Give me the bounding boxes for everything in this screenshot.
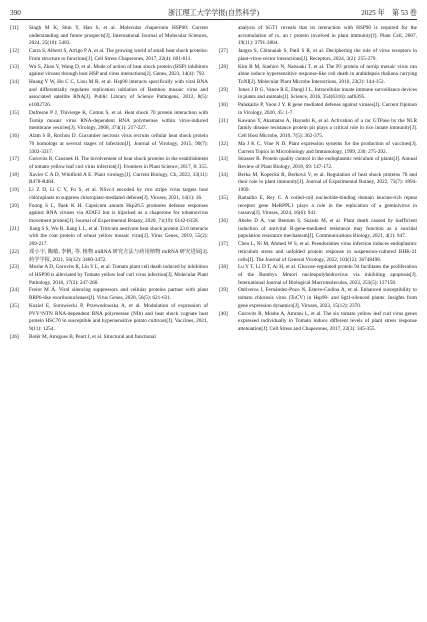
reference-entry: [219, 102, 417, 117]
running-header: [10, 6, 417, 20]
reference-text: Dufresne P J, Thivierge K, Cotton S, et al. Heat shock 70 protein interaction with Turnip mosaic virus RNA-dependent RNA polymerase within virus-induced membrane vesicles[J]. Virology, 2008, 374(1): 217-227.: [29, 109, 208, 132]
reference-number: [17]: [10, 156, 19, 163]
reference-number: [39]: [219, 287, 228, 294]
reference-entry: [219, 218, 417, 241]
reference-number: [24]: [10, 287, 19, 294]
reference-text: Jangra S, Chinnaiah S, Patil S R, et al. Deciphering the role of virus receptors in plant-virus-vector interactions[J]. Receptors, 2024, 3(2): 255-279.: [238, 48, 417, 62]
reference-number: [21]: [10, 225, 19, 232]
reference-text: Abebe D A, van Bentum S, Suzuki M, et al. Plant death caused by inefficient induction of antiviral R-gene-mediated resistance may function as a suicidal population resistance mechanism[J]. Communications Biology, 2021, 4(1): 947.: [238, 217, 417, 240]
reference-number: [12]: [10, 48, 19, 55]
reference-entry: [10, 79, 208, 110]
reference-number: [29]: [219, 86, 228, 93]
page-number: 390: [10, 9, 21, 17]
reference-text: analysis of SGT1 reveals that its interaction with HSP90 is required for the accumulation of rx, an r protein involved in plant immunity[J]. Plant Cell, 2007, 19(11): 3791-3804.: [238, 25, 417, 47]
reference-text: Chen L, Ni M, Ahmed W S, et al. Pseudorabies virus infection induces endoplasmic reticulum stress and unfolded protein response in suspension-cultured BHK-21 cells[J]. The Journal of General Virology, 2022, 103(12): 36748498.: [238, 241, 417, 263]
reference-text: Strasser R. Protein quality control in the endoplasmic reticulum of plants[J]. Annual Review of Plant Biology, 2018, 69: 147-172.: [238, 156, 417, 170]
reference-number: [30]: [219, 102, 228, 109]
reference-number: [32]: [219, 140, 228, 147]
reference-entry: [10, 172, 208, 187]
reference-entry: [10, 264, 208, 287]
reference-entry: [219, 87, 417, 102]
reference-text: Jones J D G, Vance R E, Dangl J L. Intracellular innate immune surveillance devices in plants and animals[J]. Science, 2016, 354(6316): aaf6395.: [238, 86, 417, 101]
reference-number: [36]: [219, 217, 228, 224]
reference-text: Ramalho E, Rey C. A coiled-coil nucleotide-binding domain leucine-rich repeat receptor gene MeRPPL1 plays a role in the replication of a geminivirus in cassava[J]. Viruses, 2024, 16(6): 941.: [238, 194, 417, 217]
reference-entry: [10, 249, 208, 264]
reference-entry: [10, 133, 208, 156]
reference-text: Alam S B, Rochon D. Cucumber necrosis virus recruits cellular heat shock protein 70 homologs at several stages of infection[J]. Journal of Virology, 2015, 90(7): 3302-3317.: [29, 133, 208, 155]
reference-number: [33]: [219, 156, 228, 163]
reference-text: Palukaitis P, Yoon J Y. R gene mediated defense against viruses[J]. Current Opinion in Virology, 2020, 45: 1-7.: [238, 102, 417, 116]
reference-number: [31]: [219, 117, 228, 124]
right-column: [219, 25, 417, 618]
reference-text: Xavier C A D, Whitfield A E. Plant virology[J]. Current Biology, Cb, 2023, 33(11): R478-R484.: [29, 171, 208, 186]
reference-entry: [219, 195, 417, 218]
reference-entry: [10, 226, 208, 249]
reference-number: [20]: [10, 202, 19, 209]
reference-entry: [10, 110, 208, 133]
reference-entry: [10, 156, 208, 171]
reference-entry: [10, 203, 208, 226]
reference-text: Freire M Á. Viral silencing suppressors and cellular proteins partner with plant RRP6-like exoribonucleases[J]. Virus Genes, 2020, 56(5): 621-631.: [29, 287, 208, 302]
reference-number: [34]: [219, 171, 228, 178]
reference-text: Botër M, Amigues B, Peart J, et al. Structural and functional: [29, 333, 156, 340]
reference-entry: [10, 303, 208, 334]
reference-entry: [219, 48, 417, 63]
reference-number: [38]: [219, 264, 228, 271]
reference-number: [13]: [10, 63, 19, 70]
reference-number: [28]: [219, 63, 228, 70]
reference-number: [35]: [219, 194, 228, 201]
reference-text: Wu S, Zhao Y, Wang D, et al. Mode of action of heat shock protein (HSP) inhibitors against viruses through host HSP and virus interactions[J]. Genes, 2023, 14(4): 792.: [29, 63, 208, 78]
reference-entry: [219, 118, 417, 141]
reference-entry: [219, 25, 417, 48]
reference-text: Ma J K C, Vine N D. Plant expression systems for the production of vaccines[J]. Current Topics in Microbiology and Immunology, 1999, 236: 275-292.: [238, 140, 417, 155]
left-column: [10, 25, 208, 618]
volume-info: 2025 年 第 53 卷: [361, 9, 417, 17]
reference-number: [27]: [219, 48, 228, 55]
reference-number: [19]: [10, 187, 19, 194]
reference-text: Li Z D, Li C Y, Fu S, et al. NSvc4 encoded by rice stripe virus targets host chloroplasts to suppress chloroplast-mediated defense[J]. Viruses, 2021, 14(1): 36.: [29, 187, 208, 201]
reference-entry: [10, 25, 208, 48]
reference-text: Kim B M, Suehiro N, Natsuaki T, et al. The P3 protein of turnip mosaic virus can alone induce hypersensitive response-like cell death in arabidopsis thaliana carrying TuNI[J]. Molecular Plant Microbe Interactions, 2010, 23(2): 144-152.: [238, 63, 417, 86]
reference-number: [14]: [10, 79, 19, 86]
reference-entry: [219, 64, 417, 87]
reference-entry: [219, 156, 417, 171]
reference-text: Foong S L, Paek K H. Capsicum annum Hsp26.5 promotes defense responses against RNA viruses via ATAF2 but is hijacked as a chaperone for tobamovirus movement protein[J]. Journal of Experimental Botany, 2020, 71(19): 6142-6158.: [29, 202, 208, 224]
reference-number: [15]: [10, 109, 19, 116]
reference-entry: [10, 187, 208, 202]
header-rule: [10, 19, 417, 20]
reference-number: [40]: [219, 310, 228, 317]
reference-entry: [10, 64, 208, 79]
reference-number: [25]: [10, 302, 19, 309]
reference-number: [37]: [219, 241, 228, 248]
reference-text: Huang Y W, Hu C C, Liou M R, et al. Hsp90 interacts specifically with viral RNA and differentially regulates replication initiation of Bamboo mosaic virus and associated satellite RNA[J]. Public Library of Science Pathogens, 2012, 8(5): e1002726.: [29, 79, 208, 109]
reference-entry: [10, 287, 208, 302]
reference-entry: [219, 241, 417, 264]
reference-text: 邓小宇, 陶敏, 李帆, 等. 植物 miRNA 研究方法与药用植物 miRNA 研究进展[J]. 药学学报, 2021, 56(12): 3460-3472.: [29, 248, 208, 263]
journal-title: 浙江理工大学学报(自然科学): [167, 9, 260, 17]
reference-entry: [10, 48, 208, 63]
reference-entry: [219, 287, 417, 310]
reference-text: Lu Y T, Li D T, Ai H, et al. Glucose-regulated protein 94 facilitates the proliferation of the Bombyx Mmori nucleopolyhedrovirus via inhibiting apoptosis[J]. International Journal of Biological Macromolecules, 2023, 253(5): 127158.: [238, 264, 417, 286]
reference-entry: [219, 141, 417, 156]
reference-number: [22]: [10, 248, 19, 255]
reference-text: Berka M, Kopecká R, Berková V, et al. Regulation of heat shock proteins 70 and their role in plant immunity[J]. Journal of Experimental Botany, 2022, 73(7): 1894-1909.: [238, 171, 417, 194]
reference-text: Gorovits R, Czosnek H. The involvement of heat shock proteins in the establishment of tomato yellow leaf curl virus infection[J]. Frontiers in Plant Science, 2017, 8: 355.: [29, 156, 208, 170]
reference-text: Moshe A D, Gorovits R, Liu Y L, et al. Tomato plant cell death induced by inhibition of HSP90 is alleviated by Tomato yellow leaf curl virus infection[J]. Molecular Plant Pathology, 2016, 17(2): 247-260.: [29, 264, 208, 286]
reference-text: Gorovits R, Moshe A, Amrani L, et al. The six tomato yellow leaf curl virus genes expressed individually in Tomato induce different levels of plant stress response attenuation[J]. Cell Stress and Chaperones, 2017, 22(3): 345-355.: [238, 310, 417, 333]
reference-number: [23]: [10, 264, 19, 271]
reference-number: [26]: [10, 333, 19, 340]
reference-entry: [219, 172, 417, 195]
reference-text: Kawano Y, Akamatsu A, Hayashi K, et al. Activation of a rac GTPase by the NLR family disease resistance protein pit plays a critical role in rice innate immunity[J]. Cell Host Microbe, 2010, 7(5): 362-375.: [238, 117, 417, 140]
reference-columns: [10, 25, 417, 618]
reference-text: Jiang S S, Wu B, Jiang L L, et al. Triticum aestivum heat shock protein 23.6 interacts with the coat protein of wheat yellow mosaic virus[J]. Virus Genes, 2019, 55(2): 209-217.: [29, 225, 208, 248]
reference-number: [16]: [10, 133, 19, 140]
reference-text: Ontiveros I, Fernández-Pozo N, Esteve-Codina A, et al. Enhanced susceptibility to tomato chlorosis virus (ToCV) in Hsp90- and Sgt1-silenced plants: Insights from gene expression dynamics[J]. Viruses, 2023, 15(12): 2370.: [238, 287, 417, 309]
reference-number: [11]: [10, 25, 19, 31]
reference-text: Koziel E, Surowiecki P, Przewodowska A, et al. Modulation of expression of PVY^NTN RNA-dependent RNA polymerase (NIb) and heat shock cognate host protein HSC70 in susceptible and hypersensitive potato cultivars[J]. Vaccines, 2021, 9(11): 1254.: [29, 302, 208, 333]
reference-number: [18]: [10, 171, 19, 178]
reference-entry: [219, 264, 417, 287]
reference-entry: [10, 334, 208, 342]
reference-text: Singh M K, Shin Y, Han S, et al. Molecular chaperonin HSP60: Current understanding and future prospects[J]. International Journal of Molecular Sciences, 2024, 25(10): 5483.: [29, 25, 208, 47]
reference-text: Carra S, Alberti S, Arrigo P A, et al. The growing world of small heat shock proteins: From structure to functions[J]. Cell Stress Chaperones, 2017, 22(4): 601-611.: [29, 48, 208, 62]
reference-entry: [219, 311, 417, 334]
